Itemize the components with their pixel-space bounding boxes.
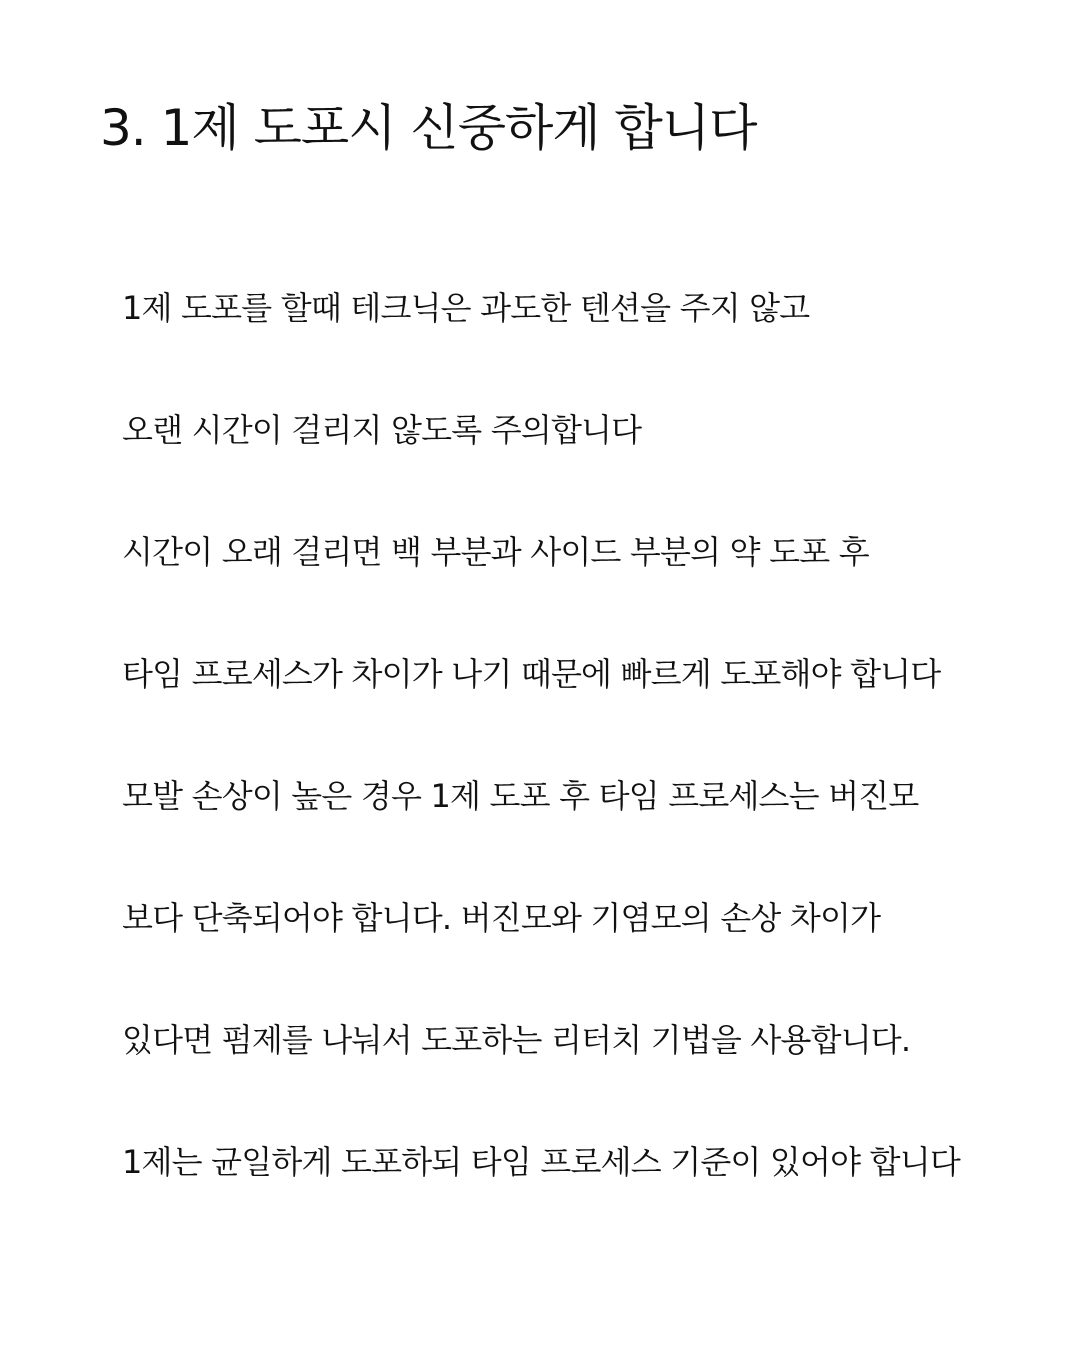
page-title: 3. 1제 도포시 신중하게 합니다	[100, 99, 757, 157]
body-line-6: 보다 단축되어야 합니다. 버진모와 기염모의 손상 차이가	[122, 899, 881, 937]
body-line-1: 1제 도포를 할때 테크닉은 과도한 텐션을 주지 않고	[122, 289, 810, 327]
body-line-8: 1제는 균일하게 도포하되 타임 프로세스 기준이 있어야 합니다	[122, 1143, 960, 1181]
body-line-3: 시간이 오래 걸리면 백 부분과 사이드 부분의 약 도포 후	[122, 533, 869, 571]
body-line-7: 있다면 펌제를 나눠서 도포하는 리터치 기법을 사용합니다.	[122, 1021, 911, 1059]
body-line-5: 모발 손상이 높은 경우 1제 도포 후 타임 프로세스는 버진모	[122, 777, 919, 815]
body-line-2: 오랜 시간이 걸리지 않도록 주의합니다	[122, 411, 642, 449]
body-line-4: 타임 프로세스가 차이가 나기 때문에 빠르게 도포해야 합니다	[122, 655, 941, 693]
body-text	[122, 280, 1062, 1256]
